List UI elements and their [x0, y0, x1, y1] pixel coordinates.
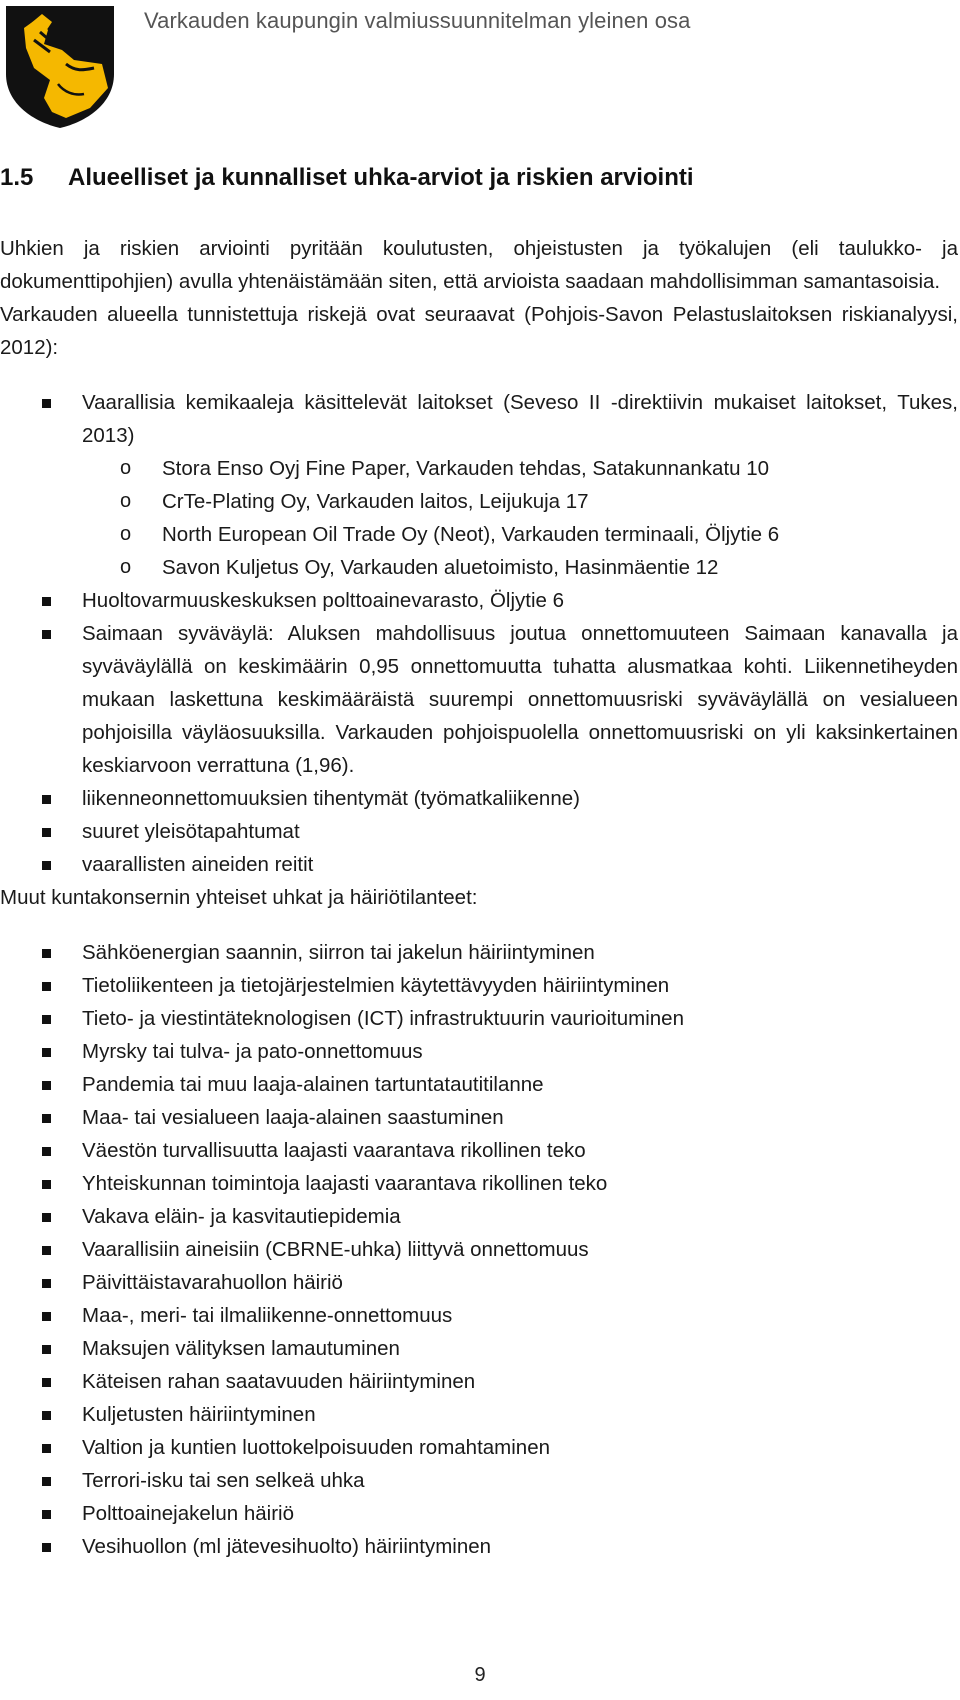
square-bullet-icon: [42, 1312, 51, 1321]
document-body: [0, 232, 958, 1563]
square-bullet-icon: [42, 795, 51, 804]
sublist-item-text: CrTe-Plating Oy, Varkauden laitos, Leijukuja 17: [162, 490, 589, 513]
list-item-text: Kuljetusten häiriintyminen: [82, 1403, 316, 1426]
list-item-text: Vaarallisiin aineisiin (CBRNE-uhka) liittyvä onnettomuus: [82, 1238, 589, 1261]
square-bullet-icon: [42, 1477, 51, 1486]
list-item: [0, 1134, 958, 1167]
square-bullet-icon: [42, 828, 51, 837]
list-item-text: Maa-, meri- tai ilmaliikenne-onnettomuus: [82, 1304, 453, 1327]
list-item: [0, 782, 958, 815]
list-item: [0, 936, 958, 969]
list-item: [0, 1266, 958, 1299]
square-bullet-icon: [42, 1180, 51, 1189]
list-item: [0, 386, 958, 584]
square-bullet-icon: [42, 949, 51, 958]
square-bullet-icon: [42, 1213, 51, 1222]
square-bullet-icon: [42, 1279, 51, 1288]
threats-list: [0, 936, 958, 1563]
list-item-text: Vesihuollon (ml jätevesihuolto) häiriintyminen: [82, 1535, 492, 1558]
square-bullet-icon: [42, 1444, 51, 1453]
list-item-text: Polttoainejakelun häiriö: [82, 1502, 294, 1525]
list-item: [0, 1035, 958, 1068]
seveso-sublist: [0, 452, 958, 584]
sublist-item-text: Stora Enso Oyj Fine Paper, Varkauden tehdas, Satakunnankatu 10: [162, 457, 770, 480]
list-item-text: Vakava eläin- ja kasvitautiepidemia: [82, 1205, 401, 1228]
list-item: [0, 584, 958, 617]
circle-bullet-icon: o: [120, 556, 132, 578]
square-bullet-icon: [42, 1048, 51, 1057]
list-item-text: Päivittäistavarahuollon häiriö: [82, 1271, 343, 1294]
list-item-text: liikenneonnettomuuksien tihentymät (työmatkaliikenne): [82, 787, 580, 810]
circle-bullet-icon: o: [120, 490, 132, 512]
coat-of-arms-icon: [4, 4, 116, 130]
list-item: [0, 848, 958, 881]
list-item: [0, 1497, 958, 1530]
list-item-text: Valtion ja kuntien luottokelpoisuuden romahtaminen: [82, 1436, 551, 1459]
square-bullet-icon: [42, 1510, 51, 1519]
list-item: [0, 1200, 958, 1233]
square-bullet-icon: [42, 1411, 51, 1420]
list-item-text: Maa- tai vesialueen laaja-alainen saastuminen: [82, 1106, 504, 1129]
list-item-text: Myrsky tai tulva- ja pato-onnettomuus: [82, 1040, 423, 1063]
section-number: 1.5: [0, 164, 34, 191]
square-bullet-icon: [42, 1147, 51, 1156]
circle-bullet-icon: o: [120, 523, 132, 545]
sublist-item: [0, 551, 958, 584]
list-item: [0, 1464, 958, 1497]
list-item: [0, 1365, 958, 1398]
document-title: Varkauden kaupungin valmiussuunnitelman yleinen osa: [144, 8, 691, 33]
sublist-item-text: North European Oil Trade Oy (Neot), Varkauden terminaali, Öljytie 6: [162, 523, 780, 546]
risks-intro-paragraph: Varkauden alueella tunnistettuja riskejä ovat seuraavat (Pohjois-Savon Pelastuslaitoksen riskianalyysi, 2012):: [0, 303, 958, 359]
square-bullet-icon: [42, 1345, 51, 1354]
list-item: [0, 1431, 958, 1464]
square-bullet-icon: [42, 861, 51, 870]
circle-bullet-icon: o: [120, 457, 132, 479]
page-header: [0, 0, 960, 140]
risk-seveso-text: Vaarallisia kemikaaleja käsittelevät laitokset (Seveso II -direktiivin mukaiset laitokset, Tukes, 2013): [82, 391, 958, 447]
list-item-text: Pandemia tai muu laaja-alainen tartuntatautitilanne: [82, 1073, 544, 1096]
page-number: 9: [474, 1664, 486, 1686]
list-item: [0, 1068, 958, 1101]
list-item: [0, 1101, 958, 1134]
list-item: [0, 1233, 958, 1266]
square-bullet-icon: [42, 1543, 51, 1552]
sublist-item: [0, 485, 958, 518]
list-item: [0, 815, 958, 848]
list-item-text: Sähköenergian saannin, siirron tai jakelun häiriintyminen: [82, 941, 595, 964]
square-bullet-icon: [42, 597, 51, 606]
list-item: [0, 1002, 958, 1035]
list-item: [0, 1167, 958, 1200]
list-item-text: Tietoliikenteen ja tietojärjestelmien käytettävyyden häiriintyminen: [82, 974, 670, 997]
list-item-text: Huoltovarmuuskeskuksen polttoainevarasto, Öljytie 6: [82, 589, 564, 612]
list-item-text: Tieto- ja viestintäteknologisen (ICT) infrastruktuurin vaurioituminen: [82, 1007, 684, 1030]
list-item-text: Väestön turvallisuutta laajasti vaarantava rikollinen teko: [82, 1139, 586, 1162]
list-item: [0, 1398, 958, 1431]
list-item-text: Saimaan syväväylä: Aluksen mahdollisuus joutua onnettomuuteen Saimaan kanavalla ja syväväylällä on keskimäärin 0,95 onnettomuutta tuhatta alusmatkaa kohti. Liikennetiheyden mukaan laskettuna keskimääräistä suurempi onnettomuusriski syväväylällä on vesialueen pohjoisilla väyläosuuksilla. Varkauden pohjoispuolella onnettomuusriski on yli kaksinkertainen keskiarvoon verrattuna (1,96).: [82, 622, 958, 777]
list-item-text: vaarallisten aineiden reitit: [82, 853, 314, 876]
square-bullet-icon: [42, 1015, 51, 1024]
section-title: Alueelliset ja kunnalliset uhka-arviot ja riskien arviointi: [68, 164, 694, 191]
list-item-text: Terrori-isku tai sen selkeä uhka: [82, 1469, 365, 1492]
square-bullet-icon: [42, 1246, 51, 1255]
sublist-item: [0, 518, 958, 551]
square-bullet-icon: [42, 982, 51, 991]
sublist-item-text: Savon Kuljetus Oy, Varkauden aluetoimisto, Hasinmäentie 12: [162, 556, 719, 579]
list-item: [0, 617, 958, 782]
section-heading: [0, 164, 694, 192]
square-bullet-icon: [42, 399, 51, 408]
intro-paragraph: Uhkien ja riskien arviointi pyritään koulutusten, ohjeistusten ja työkalujen (eli taulukko- ja dokumenttipohjien) avulla yhtenäistämään siten, että arvioista saadaan mahdollisimman samantasoisia.: [0, 237, 958, 293]
sublist-item: [0, 452, 958, 485]
square-bullet-icon: [42, 1114, 51, 1123]
list-item-text: Yhteiskunnan toimintoja laajasti vaarantava rikollinen teko: [82, 1172, 608, 1195]
list-item-text: Käteisen rahan saatavuuden häiriintyminen: [82, 1370, 476, 1393]
square-bullet-icon: [42, 1378, 51, 1387]
list-item: [0, 1530, 958, 1563]
list-item-text: Maksujen välityksen lamautuminen: [82, 1337, 400, 1360]
list-item: [0, 969, 958, 1002]
risks-list: [0, 386, 958, 881]
threats-intro-paragraph: Muut kuntakonsernin yhteiset uhkat ja häiriötilanteet:: [0, 886, 478, 909]
square-bullet-icon: [42, 1081, 51, 1090]
list-item: [0, 1299, 958, 1332]
square-bullet-icon: [42, 630, 51, 639]
list-item-text: suuret yleisötapahtumat: [82, 820, 300, 843]
list-item: [0, 1332, 958, 1365]
